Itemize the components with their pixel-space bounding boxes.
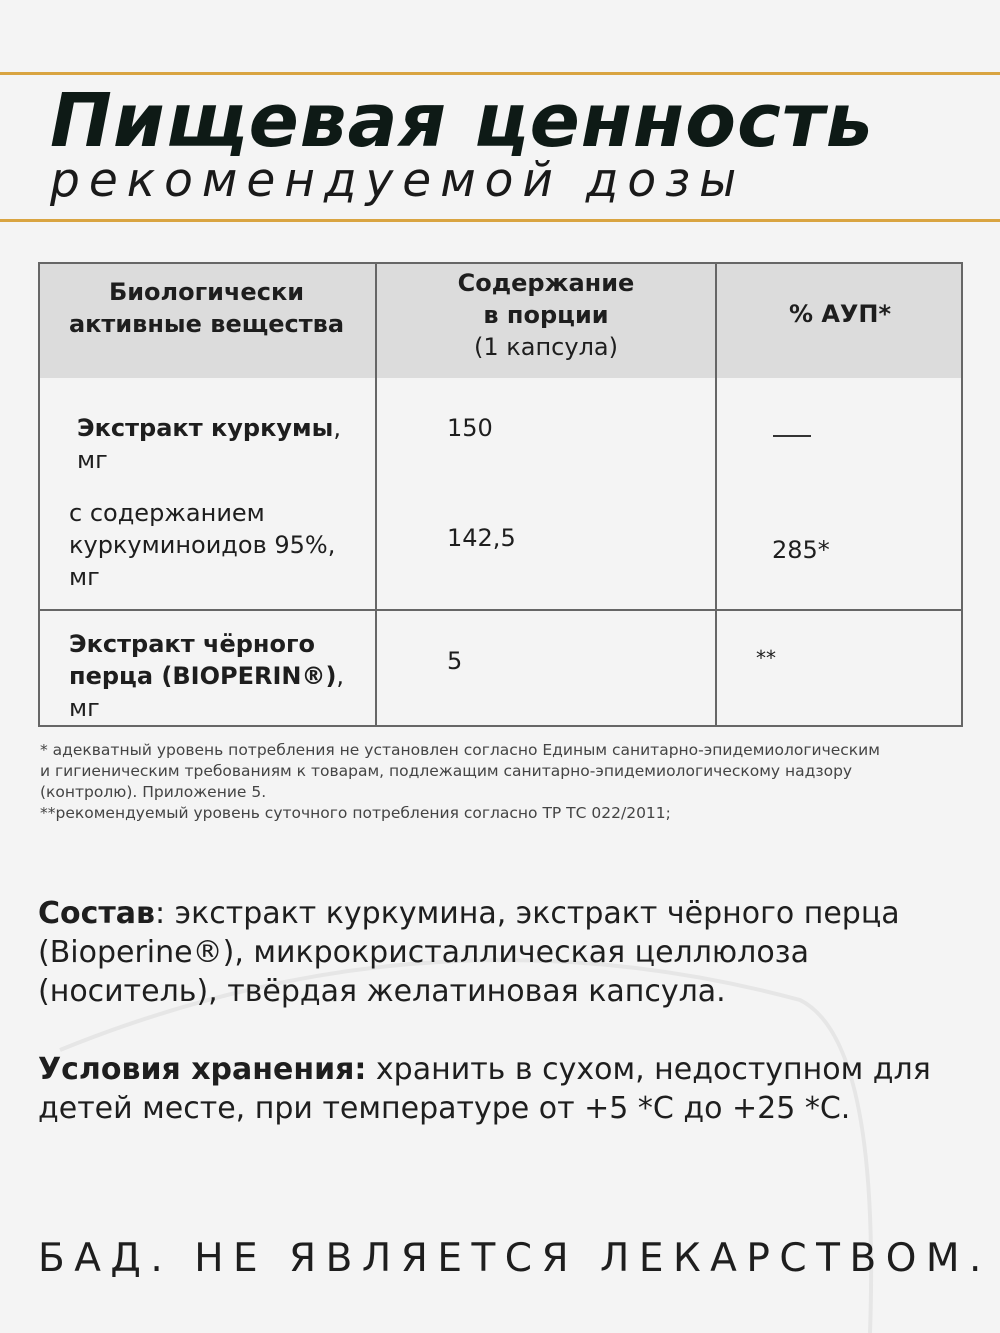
header-substance: Биологически активные вещества (68, 278, 345, 338)
table-row-curcuminoids-aup: 285* (772, 536, 830, 564)
disclaimer-footer: БАД. НЕ ЯВЛЯЕТСЯ ЛЕКАРСТВОМ. (38, 1236, 991, 1281)
page-title: Пищевая ценность (50, 78, 874, 164)
table-border-left (38, 262, 40, 727)
table-row-divider (38, 609, 963, 611)
table-border-right (961, 262, 963, 727)
table-row-turmeric-value: 150 (447, 414, 493, 442)
table-border-top (38, 262, 963, 264)
table-border-bottom (38, 725, 963, 727)
table-row-pepper-value: 5 (447, 647, 463, 675)
header-content: Содержание в порции (1 капсула) (457, 269, 635, 361)
top-accent-rule (0, 72, 1000, 75)
page-subtitle: рекомендуемой дозы (50, 153, 746, 208)
aup-dash (773, 435, 811, 437)
composition-section: Состав: экстракт куркумина, экстракт чёрного перца (Bioperine®), микрокристаллическая целлюлоза (носитель), твёрдая желатиновая капсула. (38, 896, 900, 1009)
bottom-accent-rule (0, 219, 1000, 222)
nutrition-table (38, 262, 963, 727)
table-row-pepper-name: Экстракт чёрного перца (BIOPERIN®), мг (69, 630, 345, 722)
table-col-divider-1 (375, 262, 377, 727)
header-aup: % АУП* (788, 300, 892, 328)
storage-section: Условия хранения: хранить в сухом, недоступном для детей месте, при температуре от +5 *С до +25 *С. (38, 1052, 931, 1126)
table-row-curcuminoids-name: с содержанием куркуминоидов 95%, мг (69, 499, 336, 591)
table-row-pepper-aup: ** (756, 646, 776, 670)
footnotes: * адекватный уровень потребления не установлен согласно Единым санитарно-эпидемиологическим и гигиеническим требованиям к товарам, подлежащим санитарно-эпидемиологическому надзору (контролю). Приложение 5. **рекомендуемый уровень суточного потребления согласно ТР ТС 022/2011; (40, 741, 880, 822)
table-row-curcuminoids-value: 142,5 (447, 524, 516, 552)
table-row-turmeric-name: Экстракт куркумы, мг (77, 414, 341, 474)
table-col-divider-2 (715, 262, 717, 727)
